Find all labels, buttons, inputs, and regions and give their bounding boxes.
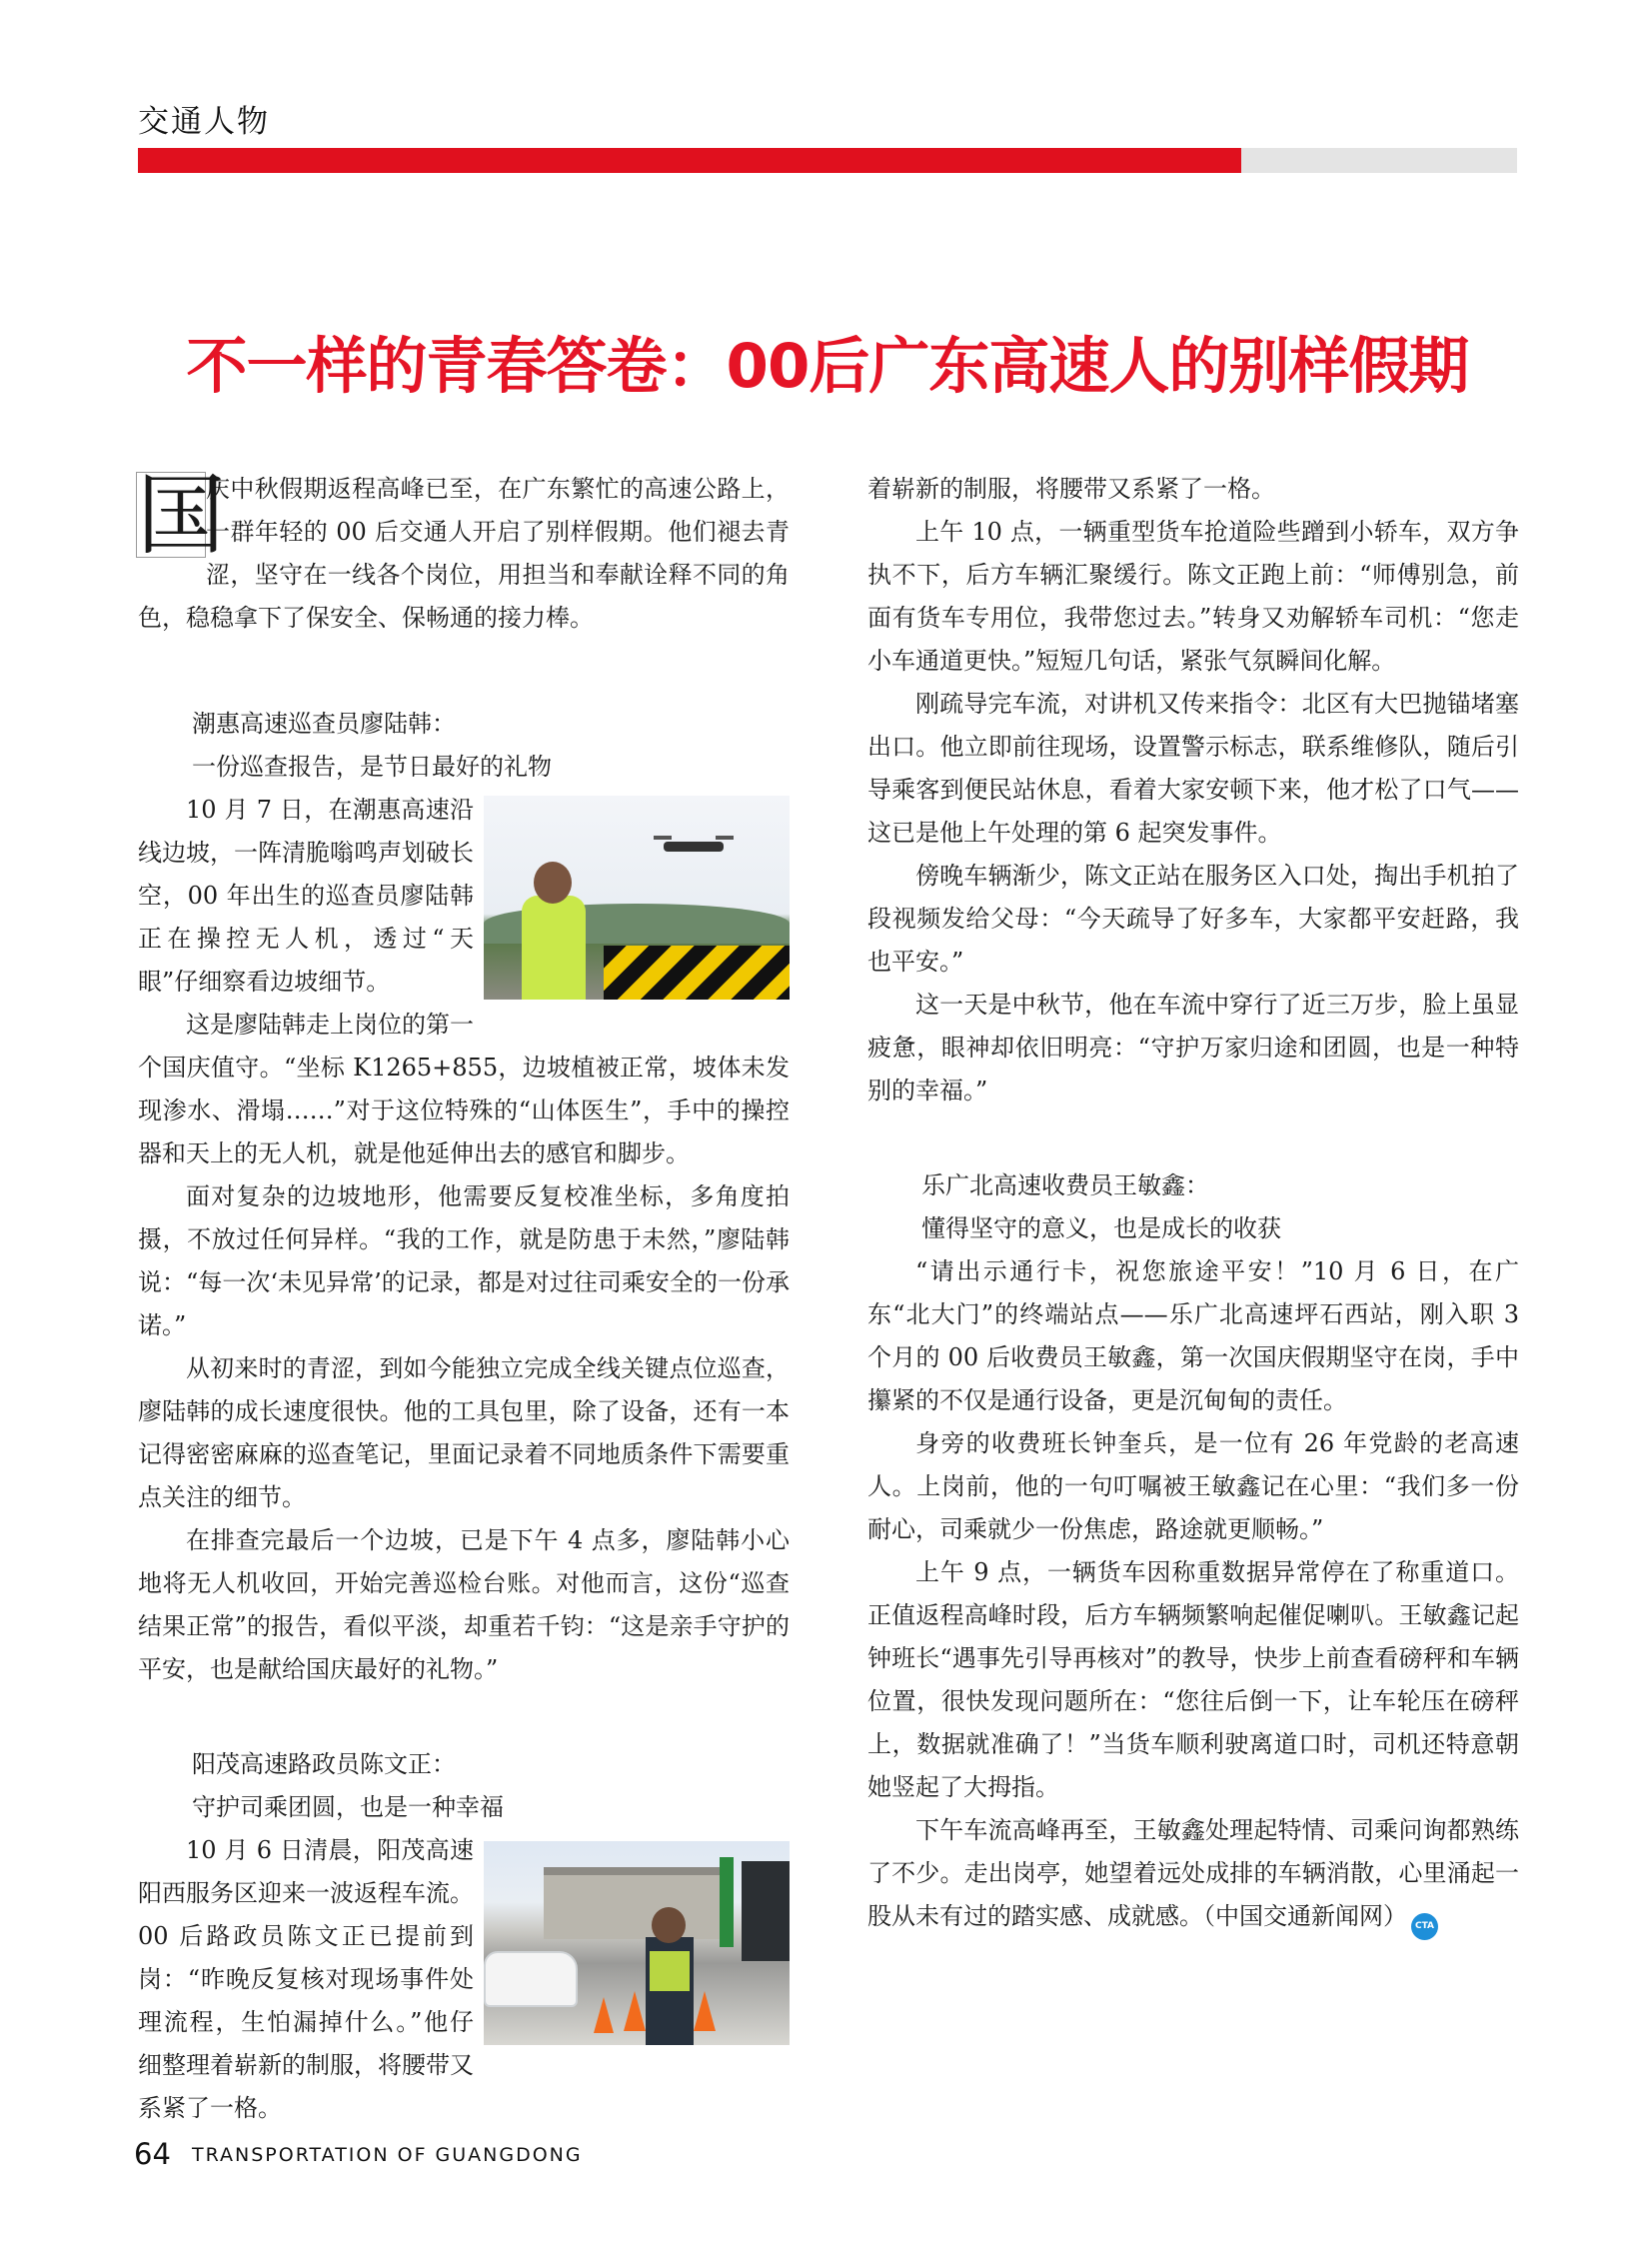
cta-logo-icon: CTA <box>1411 1913 1438 1940</box>
section3-heading-subtitle: 懂得坚守的意义，也是成长的收获 <box>921 1214 1281 1242</box>
header-gray-bar <box>1241 148 1517 173</box>
section2-paragraph: 这一天是中秋节，他在车流中穿行了近三万步，脸上虽显疲惫，眼神却依旧明亮：“守护万家归途和团圆，也是一种特别的幸福。” <box>867 991 1519 1105</box>
drone-operator-photo <box>484 796 790 1000</box>
section2-paragraph: 10 月 6 日清晨，阳茂高速阳西服务区迎来一波返程车流。00 后路政员陈文正已提前到岗：“昨晚反复核对现场事件处理流程，生怕漏掉什么。”他仔细整理着崭新的制服，将腰带又系紧了一格。 <box>138 1836 474 2122</box>
section2-paragraph: 刚疏导完车流，对讲机又传来指令：北区有大巴抛锚堵塞出口。他立即前往现场，设置警示标志，联系维修队，随后引导乘客到便民站休息，看着大家安顿下来，他才松了口气——这已是他上午处理的第 6 起突发事件。 <box>867 690 1519 847</box>
source-credit: （中国交通新闻网） <box>1203 1902 1407 1930</box>
photo-vest-shape <box>650 1951 690 1991</box>
intro-paragraph <box>137 464 790 640</box>
section1-paragraph: 面对复杂的边坡地形，他需要反复校准坐标，多角度拍摄，不放过任何异样。“我的工作，就是防患于未然，”廖陆韩说：“每一次‘未见异常’的记录，都是对过往司乘安全的一份承诺。” <box>138 1182 790 1339</box>
photo-person-head-shape <box>534 862 572 904</box>
page-number: 64 <box>134 2137 171 2171</box>
section1-paragraph: 10 月 7 日，在潮惠高速沿线边坡，一阵清脆嗡鸣声划破长空，00 年出生的巡查员廖陆韩正在操控无人机，透过“天眼”仔细察看边坡细节。 <box>138 796 474 996</box>
section3-last-text: 下午车流高峰再至，王敏鑫处理起特情、司乘问询都熟练了不少。走出岗亭，她望着远处成排的车辆消散，心里涌起一股从未有过的踏实感、成就感。 <box>867 1816 1519 1930</box>
photo-sign-shape <box>720 1857 734 1947</box>
photo-barrier-shape <box>604 946 790 1000</box>
section3-paragraph <box>867 1809 1519 1940</box>
drone-icon <box>664 842 724 852</box>
road-officer-photo <box>484 1841 790 2045</box>
drone-rotor-right <box>716 836 734 840</box>
section3-paragraph: 身旁的收费班长钟奎兵，是一位有 26 年党龄的老高速人。上岗前，他的一句叮嘱被王敏鑫记在心里：“我们多一份耐心，司乘就少一份焦虑，路途就更顺畅。” <box>867 1429 1519 1543</box>
section-label: 交通人物 <box>138 104 270 140</box>
section1-paragraph: 这是廖陆韩走上岗位的第一个国庆值守。“坐标 K1265+855，边坡植被正常，坡体未发现渗水、滑塌……”对于这位特殊的“山体医生”，手中的操控器和天上的无人机，就是他延伸出去的感官和脚步。 <box>138 1011 790 1167</box>
magazine-name: TRANSPORTATION OF GUANGDONG <box>192 2144 583 2166</box>
drone-rotor-left <box>654 836 672 840</box>
article-title: 不一样的青春答卷：00后广东高速人的别样假期 <box>186 331 1469 402</box>
header-accent-bar <box>138 148 1241 173</box>
traffic-cone-icon <box>594 1997 614 2033</box>
left-column <box>137 464 790 2122</box>
intro-text: 庆中秋假期返程高峰已至，在广东繁忙的高速公路上，一群年轻的 00 后交通人开启了别样假期。他们褪去青涩，坚守在一线各个岗位，用担当和奉献诠释不同的角色，稳稳拿下了保安全、保畅通的接力棒。 <box>138 475 790 632</box>
section2-continued-paragraph: 着崭新的制服，将腰带又系紧了一格。 <box>867 475 1275 503</box>
right-column <box>867 468 1519 1940</box>
section2-paragraph: 傍晚车辆渐少，陈文正站在服务区入口处，掏出手机拍了段视频发给父母：“今天疏导了好多车，大家都平安赶路，我也平安。” <box>867 862 1519 976</box>
photo-person-head-shape <box>652 1907 686 1943</box>
photo-person-shape <box>522 896 586 1000</box>
section1-heading-subtitle: 一份巡查报告，是节日最好的礼物 <box>192 753 552 781</box>
traffic-cone-icon <box>624 1991 646 2031</box>
photo-car-shape <box>484 1951 578 2007</box>
section3-heading-name: 乐广北高速收费员王敏鑫： <box>921 1171 1209 1199</box>
section1-heading-name: 潮惠高速巡查员廖陆韩： <box>192 710 456 738</box>
section2-paragraph: 上午 10 点，一辆重型货车抢道险些蹭到小轿车，双方争执不下，后方车辆汇聚缓行。陈文正跑上前：“师傅别急，前面有货车专用位，我带您过去。”转身又劝解轿车司机：“您走小车通道更快。”短短几句话，紧张气氛瞬间化解。 <box>867 518 1519 675</box>
drop-cap: 国 <box>137 464 226 567</box>
section1-paragraph: 从初来时的青涩，到如今能独立完成全线关键点位巡查，廖陆韩的成长速度很快。他的工具包里，除了设备，还有一本记得密密麻麻的巡查笔记，里面记录着不同地质条件下需要重点关注的细节。 <box>138 1354 790 1511</box>
traffic-cone-icon <box>694 1991 716 2031</box>
section2-heading-name: 阳茂高速路政员陈文正： <box>192 1750 456 1778</box>
photo-board-shape <box>742 1861 790 1961</box>
section3-paragraph: 上午 9 点，一辆货车因称重数据异常停在了称重道口。正值返程高峰时段，后方车辆频繁响起催促喇叭。王敏鑫记起钟班长“遇事先引导再核对”的教导，快步上前查看磅秤和车辆位置，很快发现问题所在：“您往后倒一下，让车轮压在磅秤上，数据就准确了！”当货车顺利驶离道口时，司机还特意朝她竖起了大拇指。 <box>867 1558 1519 1801</box>
photo-building-shape <box>544 1867 724 1939</box>
section3-paragraph: “请出示通行卡，祝您旅途平安！”10 月 6 日，在广东“北大门”的终端站点——乐广北高速坪石西站，刚入职 3 个月的 00 后收费员王敏鑫，第一次国庆假期坚守在岗，手中攥紧的不仅是通行设备，更是沉甸甸的责任。 <box>867 1257 1519 1414</box>
section1-paragraph: 在排查完最后一个边坡，已是下午 4 点多，廖陆韩小心地将无人机收回，开始完善巡检台账。对他而言，这份“巡查结果正常”的报告，看似平淡，却重若千钧：“这是亲手守护的平安，也是献给国庆最好的礼物。” <box>138 1526 790 1683</box>
section2-heading-subtitle: 守护司乘团圆，也是一种幸福 <box>192 1793 504 1821</box>
